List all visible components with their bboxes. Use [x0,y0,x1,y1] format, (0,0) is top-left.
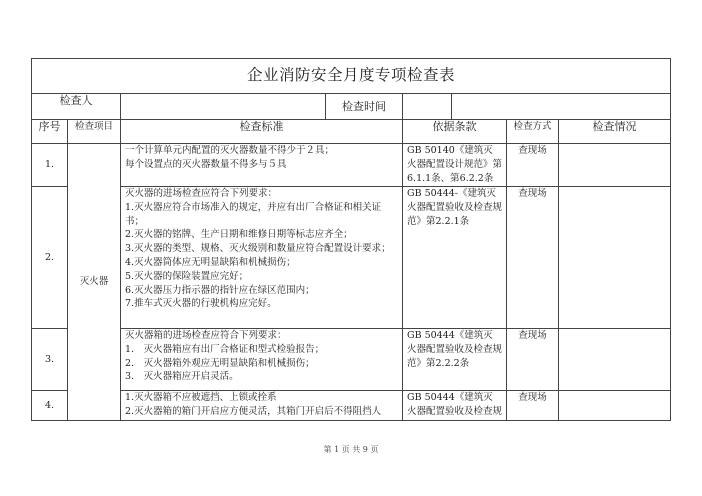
meta-row [32,94,671,120]
row-method: 查现场 [507,187,559,329]
row-basis: GB 50140《建筑灭火器配置设计规范》第6.1.1条、第6.2.2条 [403,144,507,187]
header-item: 检查项目 [68,120,121,144]
row-method: 查现场 [507,329,559,391]
row-basis: GB 50444《建筑灭火器配置验收及检查规 [403,391,507,421]
header-standard: 检查标准 [121,120,403,144]
row-method: 查现场 [507,391,559,421]
table-row [32,187,671,329]
header-result: 检查情况 [559,120,671,144]
page-footer: 第 1 页 共 9 页 [323,445,379,454]
row-result[interactable] [559,329,671,391]
row-standard: 1.灭火器箱不应被遮挡、上锁或拴系 2.灭火器箱的箱门开启应方便灵活，其箱门开启后不得阻挡人 [121,391,403,421]
row-seq: 2. [32,187,68,329]
inspection-table [31,58,671,421]
row-seq: 3. [32,329,68,391]
time-label: 检查时间 [325,94,402,119]
category-cell: 灭火器 [68,144,121,421]
header-method: 检查方式 [507,120,559,144]
table-row [32,391,671,421]
inspector-value[interactable] [121,94,325,119]
header-row [32,120,671,144]
header-seq: 序号 [32,120,68,144]
row-seq: 1. [32,144,68,187]
row-result[interactable] [559,187,671,329]
time-value[interactable] [451,94,670,119]
row-basis: GB 50444-《建筑灭火器配置验收及检查规范》第2.2.1条 [403,187,507,329]
inspection-sheet [31,58,670,421]
row-standard: 灭火器的进场检查应符合下列要求： 1.灭火器应符合市场准入的规定，并应有出厂合格证和相关证书； 2.灭火器的铭牌、生产日期和维修日期等标志应齐全； 3.灭火器的类型、规格、灭火级别和数量应符合配置设计要求； 4.灭火器筒体应无明显缺陷和机械损伤； 5.灭火器的保险装置应完好； 6.灭火器压力指示器的指针应在绿区范围内； 7.推车式灭火器的行驶机构应完好。 [121,187,403,329]
inspector-value-cell[interactable] [121,94,403,120]
row-result[interactable] [559,391,671,421]
table-row [32,329,671,391]
header-basis: 依据条款 [403,120,507,144]
time-value-cell[interactable] [403,94,671,120]
row-basis: GB 50444《建筑灭火器配置验收及检查规范》第2.2.2条 [403,329,507,391]
page-title: 企业消防安全月度专项检查表 [32,59,671,94]
row-standard: 灭火器箱的进场检查应符合下列要求： 1. 灭火器箱应有出厂合格证和型式检验报告； 2. 灭火器箱外观应无明显缺陷和机械损伤； 3. 灭火器箱应开启灵活。 [121,329,403,391]
row-result[interactable] [559,144,671,187]
row-seq: 4. [32,391,68,421]
row-method: 查现场 [507,144,559,187]
row-standard: 一个计算单元内配置的灭火器数量不得少于２具； 每个设置点的灭火器数量不得多与５具 [121,144,403,187]
inspector-label: 检查人 [32,94,121,120]
table-row [32,144,671,187]
